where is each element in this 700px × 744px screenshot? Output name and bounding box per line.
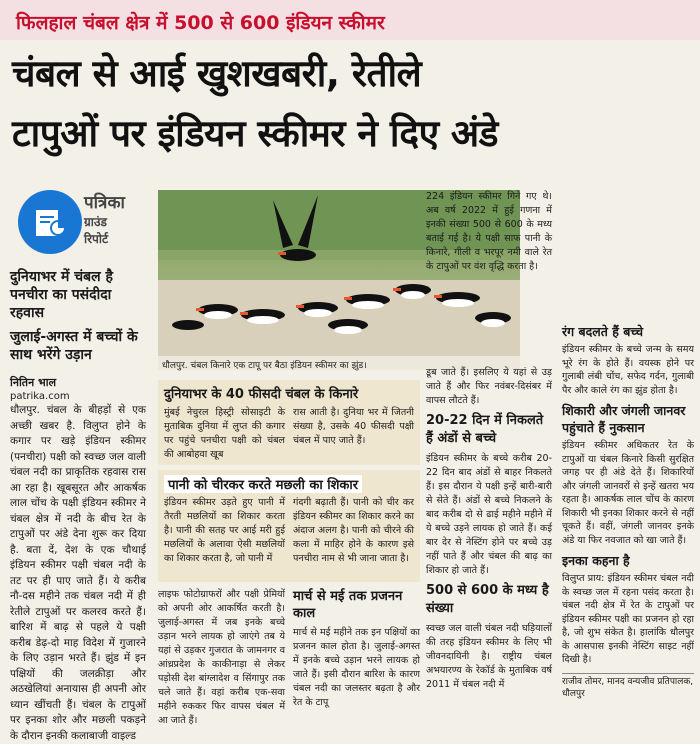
column-3-text-b: इंडियन स्कीमर के बच्चे करीब 20-22 दिन बाद अंडों से बाहर निकलते हैं। इस दौरान ये पक्षी इन्हें बारी-बारी से सेते हैं। अंडों से बच्चे निकलने के बाद करीब दो से ढाई महीने महीने में ये बच्चे उड़ने लायक हो जाते हैं। कई बार देर से नेस्टिंग होने पर बच्चे उड़ नहीं पाते हैं और चंबल की बाढ़ का शिकार हो जाते हैं। (426, 453, 552, 576)
middle-bottom-left-text: लाइफ फोटोग्राफरों और पक्षी प्रेमियों को अपनी ओर आकर्षित करती है। जुलाई-अगस्त में जब इनके बच्चे उड़ान भरने लायक हो जाएंगे तब ये यहां से उड़कर गुजरात के जामनगर व आंध्रप्रदेश के काकीनाड़ा से लेकर पड़ोसी देश बांग्लादेश व सिंगापुर तक चले जाते हैं। वहां करीब एक-सवा महीने रुककर फिर वापस चंबल में आ जाते हैं। (158, 589, 285, 726)
photo-caption: धौलपुर. चंबल किनारे एक टापू पर बैठा इंडियन स्कीमर का झुंड। (158, 356, 520, 370)
headline-line-2: टापुओं पर इंडियन स्कीमर ने दिए अंडे (12, 112, 498, 155)
column-4-text-a: इंडियन स्कीमर के बच्चे जन्म के समय भूरे रंग के होते हैं। वयस्क होने पर गुलाबी लंबी चोंच, सफेद गर्दन, गुलाबी पैर और काले रंग का झुंड होता है। (562, 344, 694, 396)
fishing-heading: पानी को चीरकर करते मछली का शिकार (164, 475, 362, 493)
hatching-heading: 20-22 दिन में निकलते हैं अंडों से बच्चे (426, 413, 544, 446)
middle-bottom (158, 588, 420, 728)
kicker-banner: फिलहाल चंबल क्षेत्र में 500 से 600 इंडियन स्कीमर (0, 0, 700, 40)
headline-line-1: चंबल से आई खुशखबरी, रेतीले (12, 52, 422, 95)
headline (12, 44, 692, 164)
author-site: patrika.com (10, 391, 70, 402)
color-change-heading: रंग बदलते हैं बच्चे (562, 324, 644, 339)
quote-signature: राजीव तोमर, मानद वन्यजीव प्रतिपालक, धौलपुर (562, 673, 694, 700)
column-3-top-text: 224 इंडियन स्कीमर गिने गए थे। अब वर्ष 2022 में हुई गणना में इनकी संख्या 500 से 600 के मध्य बताई गई है। ये पक्षी साफ पानी के किनारे, गीली व भरपूर नमी वाले रेत के टापुओं पर वंश वृद्धि करता है। (426, 191, 552, 272)
fishing-text-left: इंडियन स्कीमर उड़ते हुए पानी में तैरती मछलियों का शिकार करता है। पानी की सतह पर आई मरी हुई मछलियों के अलावा ऐसी मछलियों का शिकार करता है, जो पानी में (164, 497, 285, 564)
column-4 (562, 318, 694, 700)
badge-label: ग्राउंड रिपोर्ट (84, 215, 108, 246)
quote-heading: इनका कहना है (562, 553, 630, 568)
fact-box-heading: दुनियाभर के 40 फीसदी चंबल के किनारे (164, 387, 359, 402)
column-3-text-a: डूब जाते हैं। इसलिए ये यहां से उड़ जाते हैं और फिर नवंबर-दिसंबर में वापस लौटते हैं। (426, 367, 552, 406)
fact-box-fishing (158, 470, 420, 582)
fishing-text-right: गंदगी बढ़ाती हैं। पानी को चीर कर इंडियन स्कीमर का शिकार करने का अंदाज अलग है। पानी को चीरने की कला में माहिर होने के कारण इसे पनचीरा नाम से भी जाना जाता है। (293, 497, 414, 564)
byline (10, 376, 146, 403)
badge-brand: पत्रिका (84, 193, 125, 213)
author-name: नितिन भाल (10, 376, 57, 389)
sub-heading-2: जुलाई-अगस्त में बच्चों के साथ भरेंगे उड़ान (10, 329, 138, 363)
ground-report-badge (18, 190, 126, 262)
sub-headings (10, 268, 146, 364)
breeding-heading: मार्च से मई तक प्रजनन काल (293, 589, 403, 621)
report-chart-icon (18, 190, 82, 254)
column-3 (426, 366, 552, 692)
population-heading: 500 से 600 के मध्य है संख्या (426, 583, 549, 616)
fact-box-text-right: रास आती है। दुनिया भर में जितनी संख्या है, उसके 40 फीसदी पक्षी चंबल में पाए जाते हैं। (293, 407, 414, 446)
column-3-top (426, 190, 552, 274)
column-1 (10, 403, 146, 744)
predators-heading: शिकारी और जंगली जानवर पहुंचाते हैं नुकसान (562, 403, 686, 435)
column-1-text: धौलपुर. चंबल के बीहड़ों से एक अच्छी खबर है. विलुप्त होने के कगार पर खड़े इंडियन स्कीमर (पनचीरा) पक्षी को स्वच्छ जल वाली चंबल नदी का प्राकृतिक रहवास रास आ रहा है। खूबसूरत और आकर्षक लाल चोंच के पक्षी इंडियन स्कीमर ने चंबल क्षेत्र में नदी के बीच रेत के टापुओं पर अंडे देना शुरू कर दिया है. बता दें, देश के एक चौथाई इंडियन स्कीमर पक्षी चंबल नदी के तट पर ही पाए जाते हैं। ये करीब नौ-दस महीने तक चंबल नदी में ही रेतीले टापुओं पर कलरव करते हैं। बारिश में बाढ़ से पहले ये पक्षी करीब डेढ़-दो माह विदेश में गुजारने के लिए उड़ान भरते हैं। झुंड में इन पक्षियों की जलक्रीड़ा और अठखेलियां अनायास ही अपनी ओर ध्यान खींचती हैं। चंबल के टापुओं पर इनका शोर और मछली पकड़ने के दौरान इनकी कलाबाजी वाइल्ड (10, 404, 146, 742)
column-3-text-c: स्वच्छ जल वाली चंबल नदी घड़ियालों की तरह इंडियन स्कीमर के लिए भी जीवनदायिनी है। राष्ट्रीय चंबल अभयारण्य के रेकॉर्ड के मुताबिक वर्ष 2011 में चंबल नदी में (426, 623, 552, 690)
column-4-text-b: इंडियन स्कीमर अधिकतर रेत के टापुओं या चंबल किनारे किसी सुरक्षित जगह पर ही अंडे देते हैं। शिकारियों और जंगली जानवरों से इन्हें खतरा भय रहता है। आकर्षक लाल चोंच के कारण शिकारी भी इनका शिकार करने से नहीं चूकते हैं। वहीं, जंगली जानवर इनके अंडे या फिर नवजात को खा जाते हैं। (562, 440, 694, 546)
fact-box-text-left: मुंबई नेचुरल हिस्ट्री सोसाइटी के मुताबिक दुनिया में लुप्त की कगार पर पहुंचे पनचीरा पक्षी को चंबल की आबोहवा खूब (164, 407, 285, 460)
fact-box-40-percent (158, 380, 420, 465)
middle-bottom-right-text: मार्च से मई महीने तक इन पक्षियों का प्रजनन काल होता है। जुलाई-अगस्त में इनके बच्चे उड़ान भरने लायक हो जाते हैं। इसी दौरान बारिश के कारण चंबल नदी का जलस्तर बढ़ता है और रेत के टापू (293, 627, 420, 708)
sub-heading-1: दुनियाभर में चंबल है पनचीरा का पसंदीदा रहवास (10, 269, 113, 321)
quote-text: विलुप्त प्राय: इंडियन स्कीमर चंबल नदी के स्वच्छ जल में रहना पसंद करता है। चंबल नदी क्षेत्र में रेत के टापुओं पर इंडियन स्कीमर पक्षी का प्रजनन हो रहा है, जो शुभ संकेत है। हालांकि धौलपुर के आसपास इनकी नेस्टिंग साइट नहीं दिखी है। (562, 573, 694, 665)
